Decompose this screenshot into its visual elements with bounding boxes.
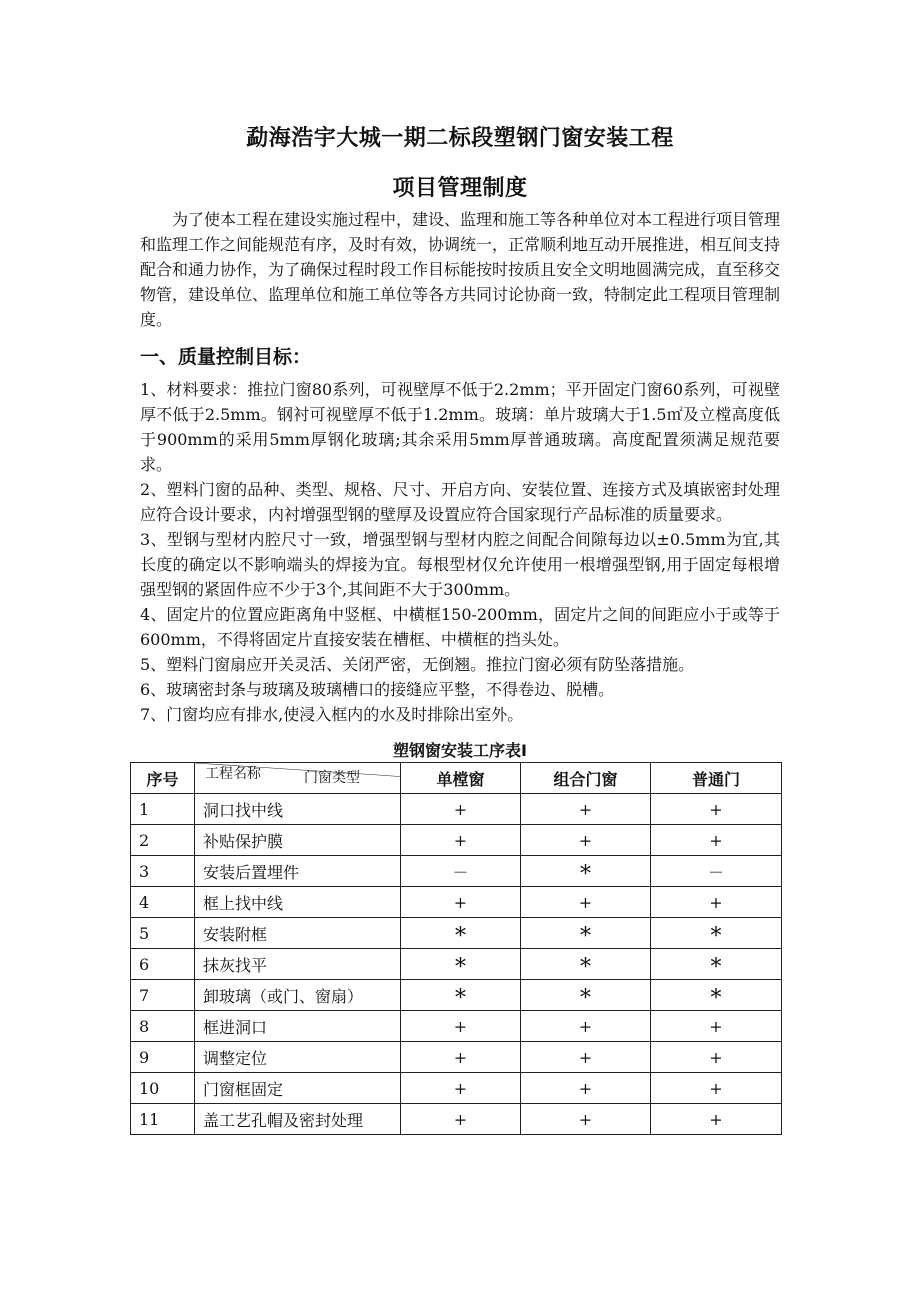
row-mark-col1: [401, 794, 521, 825]
row-process-name-text: 框上找中线: [203, 893, 284, 913]
row-number: [131, 794, 195, 825]
row-number: [131, 1104, 195, 1135]
row-mark-col3-text: +: [709, 1078, 723, 1098]
row-number-text: 8: [139, 1016, 150, 1036]
row-mark-col2: [521, 1073, 651, 1104]
table-row: [131, 949, 782, 980]
row-mark-col2-text: +: [578, 1016, 593, 1036]
row-number: [131, 1011, 195, 1042]
row-number-text: 4: [139, 892, 150, 912]
header-diagonal: [195, 763, 401, 794]
row-mark-col3: [651, 856, 782, 887]
row-process-name-text: 洞口找中线: [203, 800, 284, 820]
row-mark-col2: [521, 1011, 651, 1042]
intro-paragraph: 为了使本工程在建设实施过程中，建设、监理和施工等各种单位对本工程进行项目管理和监理工作之间能规范有序，及时有效，协调统一，正常顺利地互动开展推进，相互间支持配合和通力协作，为了确保过程时段工作目标能按时按质且安全文明地圆满完成，直至移交物管，建设单位、监理单位和施工单位等各方共同讨论协商一致，特制定此工程项目管理制度。: [140, 210, 781, 329]
table-row: [131, 825, 782, 856]
table-header-row: [131, 763, 782, 794]
row-process-name: [195, 1104, 401, 1135]
row-number: [131, 856, 195, 887]
row-number: [131, 949, 195, 980]
row-mark-col1: [401, 1042, 521, 1073]
row-number: [131, 887, 195, 918]
table-row: [131, 794, 782, 825]
row-mark-col1-text: +: [453, 1078, 468, 1098]
row-mark-col3-text: +: [709, 799, 723, 819]
row-number-text: 3: [139, 861, 150, 881]
row-mark-col3: [651, 1104, 782, 1135]
row-mark-col1-text: +: [453, 799, 468, 819]
row-process-name-text: 调整定位: [203, 1048, 268, 1068]
table-row: [131, 856, 782, 887]
quality-item: 6、玻璃密封条与玻璃及玻璃槽口的接缝应平整，不得卷边、脱槽。: [140, 680, 615, 699]
row-mark-col2: [521, 856, 651, 887]
row-mark-col2-text: *: [580, 862, 591, 887]
row-process-name-text: 抹灰找平: [203, 955, 268, 975]
row-mark-col3-text: *: [710, 924, 722, 949]
header-seq: 序号: [131, 763, 195, 794]
row-process-name: [195, 856, 401, 887]
header-col2: 组合门窗: [521, 763, 651, 794]
row-mark-col1-text: *: [455, 955, 466, 980]
row-process-name: [195, 918, 401, 949]
quality-item: 4、固定片的位置应距离角中竖框、中横框150-200mm，固定片之间的间距应小于或等于600mm，不得将固定片直接安装在槽框、中横框的挡头处。: [140, 605, 780, 649]
row-mark-col3-text: +: [709, 1047, 723, 1067]
row-mark-col1: [401, 856, 521, 887]
row-mark-col2-text: +: [578, 1078, 593, 1098]
row-number: [131, 825, 195, 856]
row-number-text: 10: [139, 1078, 160, 1098]
row-mark-col1-text: +: [453, 892, 468, 912]
row-process-name-text: 卸玻璃（或门、窗扇）: [203, 986, 364, 1006]
row-mark-col3-text: +: [709, 1016, 723, 1036]
row-mark-col2: [521, 794, 651, 825]
row-mark-col1-text: *: [455, 924, 466, 949]
row-mark-col2-text: +: [578, 1047, 593, 1067]
row-mark-col3-text: +: [709, 1109, 723, 1129]
row-process-name-text: 盖工艺孔帽及密封处理: [203, 1110, 364, 1130]
row-mark-col1: [401, 1104, 521, 1135]
row-mark-col2: [521, 1042, 651, 1073]
row-mark-col3: [651, 887, 782, 918]
row-mark-col1-text: +: [453, 1109, 468, 1129]
table-row: [131, 887, 782, 918]
row-mark-col3-text: *: [710, 955, 722, 980]
row-mark-col3-text: +: [709, 830, 723, 850]
quality-item: 2、塑料门窗的品种、类型、规格、尺寸、开启方向、安装位置、连接方式及填嵌密封处理应符合设计要求，内衬增强型钢的壁厚及设置应符合国家现行产品标准的质量要求。: [140, 480, 780, 524]
row-mark-col2-text: *: [580, 986, 591, 1011]
row-number: [131, 1042, 195, 1073]
row-process-name: [195, 794, 401, 825]
row-mark-col2: [521, 980, 651, 1011]
process-table: [130, 762, 782, 1135]
row-mark-col3-text: －: [707, 862, 724, 882]
row-mark-col2: [521, 918, 651, 949]
quality-items: [140, 377, 780, 727]
table-row: [131, 1011, 782, 1042]
row-number: [131, 918, 195, 949]
row-process-name: [195, 980, 401, 1011]
row-mark-col3: [651, 980, 782, 1011]
document-title: 勐海浩宇大城一期二标段塑钢门窗安装工程: [246, 126, 674, 151]
row-mark-col3: [651, 918, 782, 949]
quality-item: 1、材料要求：推拉门窗80系列，可视壁厚不低于2.2mm；平开固定门窗60系列，可视壁厚不低于2.5mm。钢衬可视壁厚不低于1.2mm。玻璃：单片玻璃大于1.5㎡及立樘高度低于900mm的采用5mm厚钢化玻璃;其余采用5mm厚普通玻璃。高度配置须满足规范要求。: [140, 380, 780, 474]
table-row: [131, 1042, 782, 1073]
row-mark-col1: [401, 825, 521, 856]
row-mark-col3-text: *: [710, 986, 722, 1011]
table-row: [131, 980, 782, 1011]
row-mark-col3: [651, 1073, 782, 1104]
row-mark-col2-text: +: [578, 1109, 593, 1129]
row-mark-col2: [521, 949, 651, 980]
row-mark-col3: [651, 794, 782, 825]
row-mark-col2-text: +: [578, 892, 593, 912]
section-heading: 一、质量控制目标：: [140, 346, 312, 368]
row-mark-col3: [651, 949, 782, 980]
row-mark-col1-text: +: [453, 1047, 468, 1067]
quality-item: 3、型钢与型材内腔尺寸一致，增强型钢与型材内腔之间配合间隙每边以±0.5mm为宜,其长度的确定以不影响端头的焊接为宜。每根型材仅允许使用一根增强型钢,用于固定每根增强型钢的紧固件应不少于3个,其间距不大于300mm。: [140, 530, 780, 599]
row-process-name-text: 门窗框固定: [203, 1079, 284, 1099]
row-process-name: [195, 1042, 401, 1073]
header-project-name: 工程名称: [205, 766, 261, 782]
row-number: [131, 980, 195, 1011]
row-mark-col2-text: *: [580, 924, 591, 949]
row-number-text: 2: [139, 830, 150, 850]
row-number-text: 6: [139, 954, 150, 974]
row-mark-col1: [401, 980, 521, 1011]
document-subtitle: 项目管理制度: [392, 176, 528, 201]
row-process-name: [195, 1073, 401, 1104]
row-process-name-text: 补贴保护膜: [203, 831, 284, 851]
quality-item: 5、塑料门窗扇应开关灵活、关闭严密，无倒翘。推拉门窗必须有防坠落措施。: [140, 655, 695, 674]
table-row: [131, 1104, 782, 1135]
row-process-name: [195, 887, 401, 918]
row-process-name: [195, 949, 401, 980]
row-number-text: 9: [139, 1047, 150, 1067]
row-process-name: [195, 825, 401, 856]
row-number-text: 1: [139, 799, 150, 819]
row-mark-col2-text: +: [578, 799, 593, 819]
row-number-text: 5: [139, 923, 150, 943]
header-col1: 单樘窗: [401, 763, 521, 794]
row-mark-col1-text: +: [453, 1016, 468, 1036]
table-title: 塑钢窗安装工序表Ⅰ: [393, 741, 527, 760]
row-mark-col2: [521, 1104, 651, 1135]
row-mark-col2-text: *: [580, 955, 591, 980]
row-mark-col1-text: *: [455, 986, 466, 1011]
row-process-name-text: 安装附框: [203, 924, 268, 944]
row-mark-col2: [521, 887, 651, 918]
quality-item: 7、门窗均应有排水,使浸入框内的水及时排除出室外。: [140, 705, 524, 724]
row-mark-col1-text: +: [453, 830, 468, 850]
row-number-text: 7: [139, 985, 150, 1005]
row-mark-col3: [651, 1011, 782, 1042]
table-row: [131, 1073, 782, 1104]
row-number-text: 11: [139, 1109, 160, 1129]
row-number: [131, 1073, 195, 1104]
row-mark-col1: [401, 887, 521, 918]
table-body: [131, 794, 782, 1135]
row-mark-col3-text: +: [709, 892, 723, 912]
row-mark-col1-text: －: [452, 862, 469, 882]
row-mark-col2: [521, 825, 651, 856]
row-process-name-text: 框进洞口: [203, 1017, 268, 1037]
row-mark-col1: [401, 1073, 521, 1104]
row-process-name: [195, 1011, 401, 1042]
row-mark-col1: [401, 1011, 521, 1042]
header-door-window-type: 门窗类型: [304, 770, 360, 786]
row-mark-col3: [651, 825, 782, 856]
row-process-name-text: 安装后置埋件: [203, 862, 300, 882]
table-row: [131, 918, 782, 949]
row-mark-col1: [401, 918, 521, 949]
row-mark-col1: [401, 949, 521, 980]
row-mark-col3: [651, 1042, 782, 1073]
header-col3: 普通门: [651, 763, 782, 794]
row-mark-col2-text: +: [578, 830, 593, 850]
